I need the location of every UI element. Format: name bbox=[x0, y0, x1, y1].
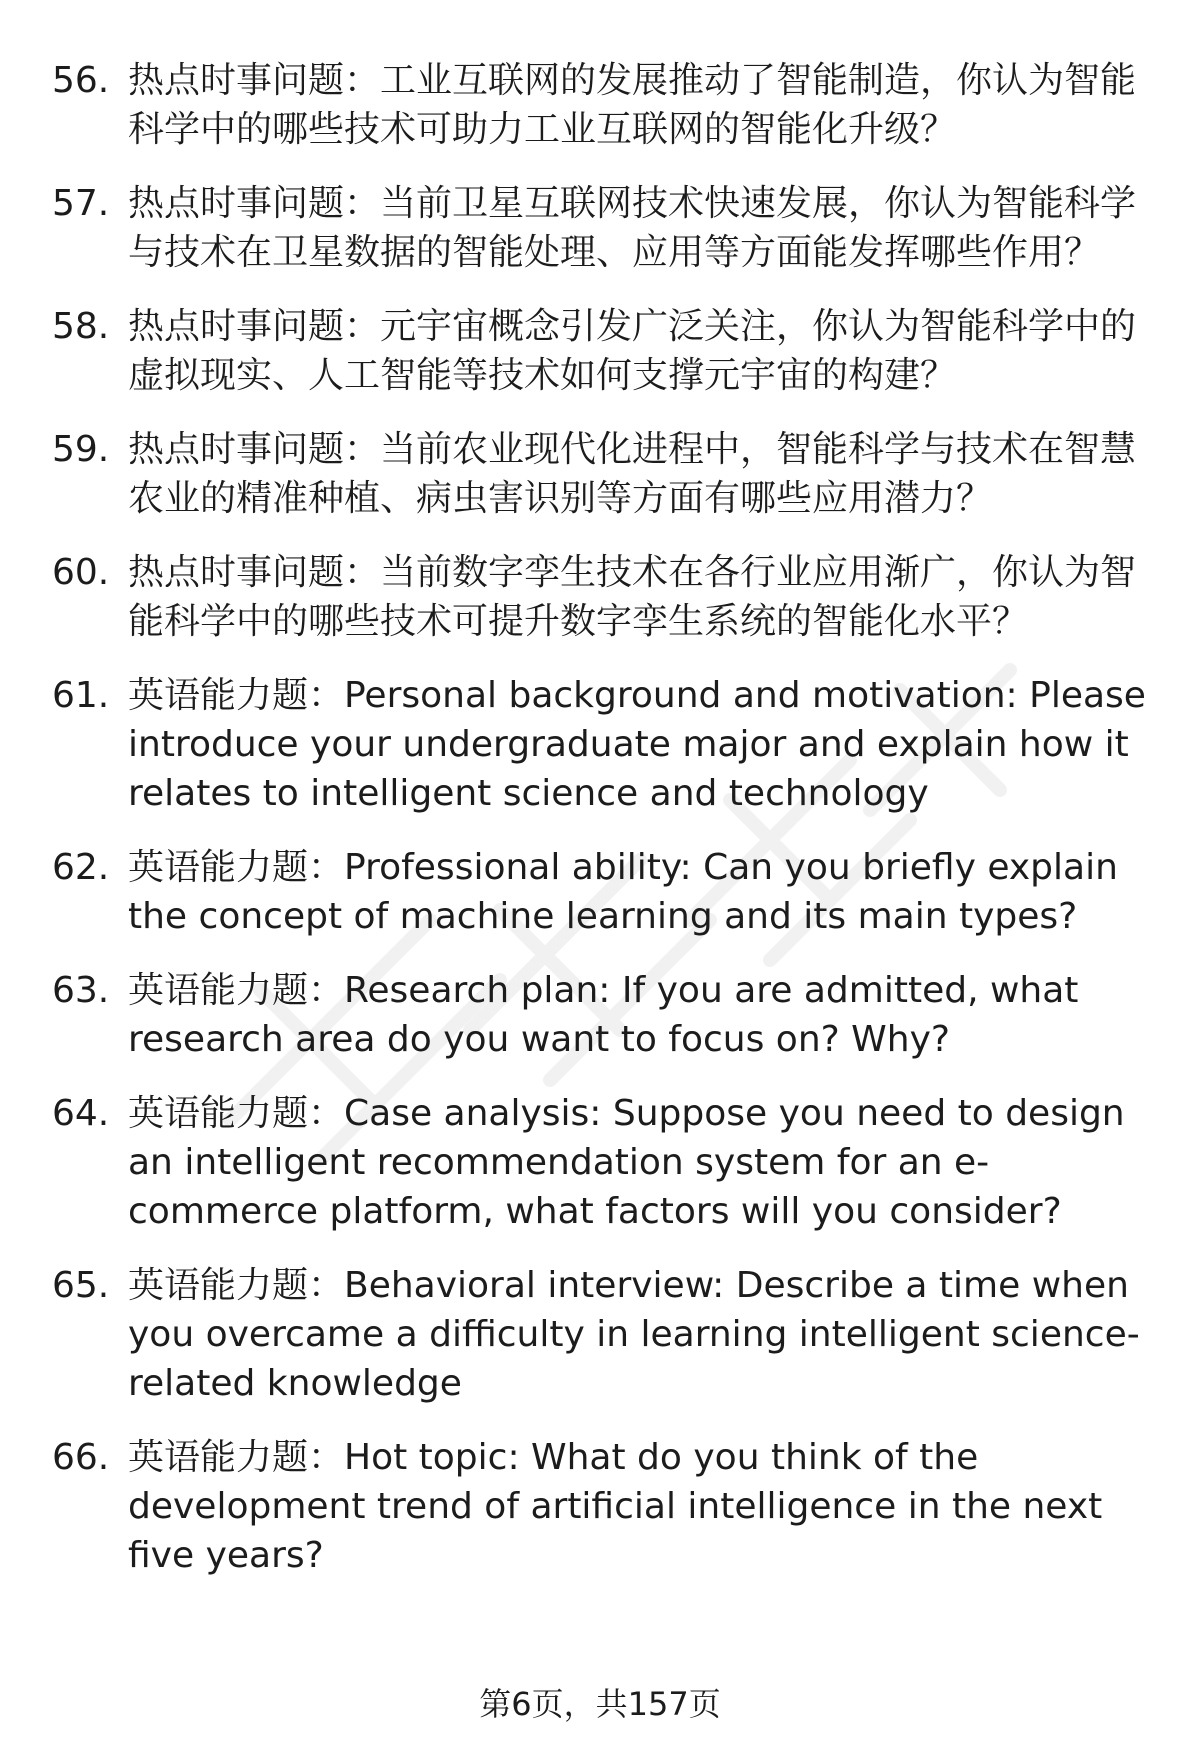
question-number: 65. bbox=[52, 1265, 110, 1306]
question-item bbox=[52, 966, 1162, 1064]
question-number: 58. bbox=[52, 306, 110, 347]
question-text: 英语能力题：Professional ability: Can you briefly explain the concept of machine learning and its main types? bbox=[128, 847, 1118, 937]
question-text: 英语能力题：Behavioral interview: Describe a time when you overcame a difficulty in learning intelligent science-related knowledge bbox=[128, 1265, 1140, 1404]
question-number: 56. bbox=[52, 60, 110, 101]
question-text: 英语能力题：Case analysis: Suppose you need to design an intelligent recommendation system for an e-commerce platform, what factors will you consider? bbox=[128, 1093, 1125, 1232]
question-number: 57. bbox=[52, 183, 110, 224]
question-item bbox=[52, 843, 1162, 941]
question-item bbox=[52, 1261, 1162, 1408]
question-item bbox=[52, 671, 1162, 818]
question-number: 60. bbox=[52, 552, 110, 593]
question-text: 英语能力题：Hot topic: What do you think of the development trend of artificial intelligence in the next five years? bbox=[128, 1437, 1103, 1576]
question-text: 英语能力题：Personal background and motivation: Please introduce your undergraduate major and explain how it relates to intelligent science and technology bbox=[128, 675, 1146, 814]
question-number: 59. bbox=[52, 429, 110, 470]
question-text: 热点时事问题：元宇宙概念引发广泛关注，你认为智能科学中的虚拟现实、人工智能等技术如何支撑元宇宙的构建？ bbox=[128, 306, 1137, 396]
question-number: 66. bbox=[52, 1437, 110, 1478]
question-item bbox=[52, 56, 1162, 154]
question-number: 63. bbox=[52, 970, 110, 1011]
question-item bbox=[52, 1433, 1162, 1580]
question-list bbox=[52, 56, 1162, 1605]
question-text: 热点时事问题：当前农业现代化进程中，智能科学与技术在智慧农业的精准种植、病虫害识别等方面有哪些应用潜力？ bbox=[128, 429, 1137, 519]
question-text: 英语能力题：Research plan: If you are admitted, what research area do you want to focus on? Why? bbox=[128, 970, 1079, 1060]
question-item bbox=[52, 179, 1162, 277]
question-item bbox=[52, 548, 1162, 646]
question-item bbox=[52, 425, 1162, 523]
question-item bbox=[52, 1089, 1162, 1236]
question-text: 热点时事问题：当前卫星互联网技术快速发展，你认为智能科学与技术在卫星数据的智能处理、应用等方面能发挥哪些作用？ bbox=[128, 183, 1137, 273]
question-number: 64. bbox=[52, 1093, 110, 1134]
question-item bbox=[52, 302, 1162, 400]
question-number: 62. bbox=[52, 847, 110, 888]
question-text: 热点时事问题：工业互联网的发展推动了智能制造，你认为智能科学中的哪些技术可助力工业互联网的智能化升级？ bbox=[128, 60, 1137, 150]
question-text: 热点时事问题：当前数字孪生技术在各行业应用渐广，你认为智能科学中的哪些技术可提升数字孪生系统的智能化水平？ bbox=[128, 552, 1137, 642]
question-number: 61. bbox=[52, 675, 110, 716]
page-number-footer: 第6页，共157页 bbox=[479, 1685, 721, 1723]
